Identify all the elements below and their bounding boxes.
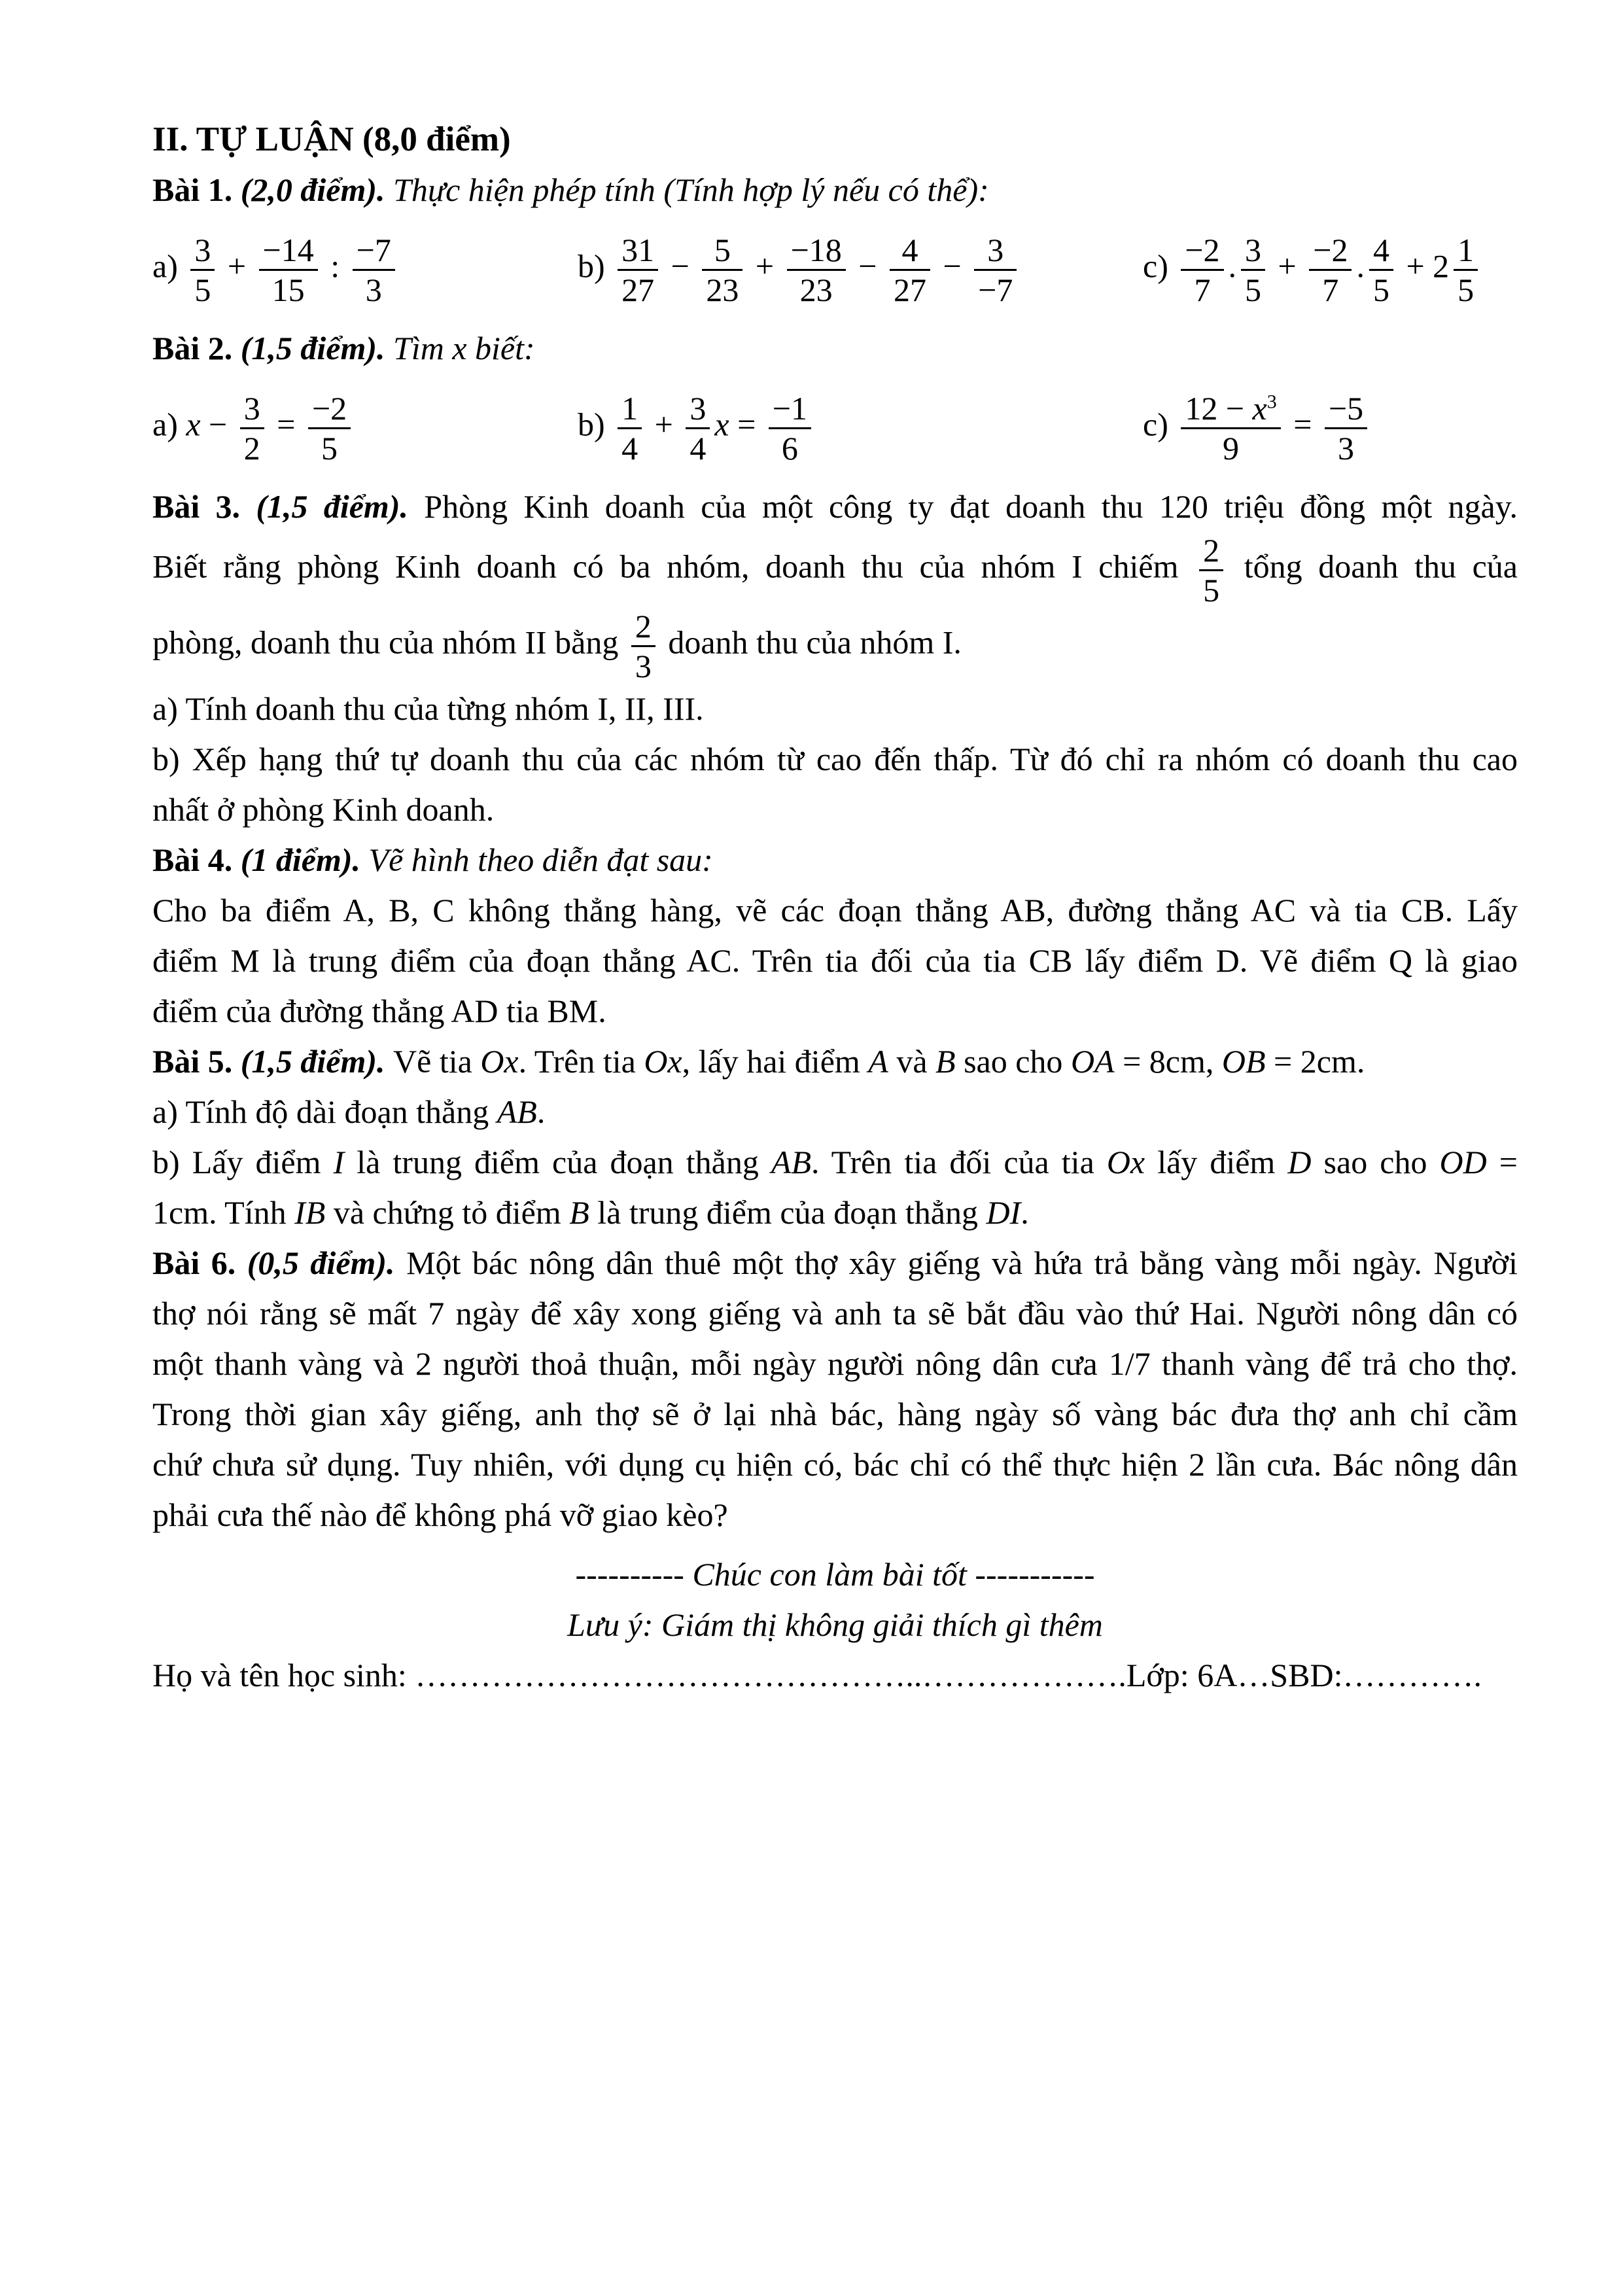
bai4-line-1 [152, 885, 1518, 936]
math-token: (2,0 điểm). [240, 171, 394, 208]
denominator: −7 [978, 271, 1013, 308]
math-token: và [888, 1043, 936, 1080]
bai1-item-c [1143, 232, 1518, 308]
numerator: 4 [890, 232, 930, 271]
bai5-paragraph [152, 1036, 1518, 1238]
math-token: x [1252, 389, 1267, 427]
math-token: c) [1143, 247, 1177, 284]
math-token: a) Tính độ dài đoạn thẳng [152, 1093, 497, 1130]
math-token: Phòng Kinh doanh của một công ty đạt doanh thu 120 triệu đồng một ngày. [424, 488, 1518, 525]
fraction [618, 390, 642, 466]
denominator: 5 [1372, 271, 1389, 308]
bai3-part-b-line-1 [152, 734, 1518, 785]
section-header: II. TỰ LUẬN (8,0 điểm) [152, 120, 511, 158]
numerator: 3 [974, 232, 1017, 271]
denominator: 7 [1322, 271, 1339, 308]
math-token: 12 − [1185, 389, 1253, 427]
math-token: Bài 2. [152, 330, 241, 366]
math-token: và chứng tỏ điểm [325, 1194, 570, 1231]
numerator: −14 [259, 232, 318, 271]
math-token: (1,5 điểm). [240, 330, 394, 366]
bai4-paragraph [152, 835, 1518, 1036]
bai3-line-1 [152, 482, 1518, 532]
denominator: 4 [621, 429, 638, 467]
math-token: Bài 5. [152, 1043, 241, 1080]
math-token: Ox [480, 1043, 519, 1080]
math-token: Một bác nông dân thuê một thợ xây giếng và hứa trả bằng vàng mỗi ngày. Người [406, 1245, 1518, 1281]
math-token: b) Xếp hạng thứ tự doanh thu của các nhóm từ cao đến thấp. Từ đó chỉ ra nhóm có doanh thu cao [152, 741, 1518, 777]
math-token: x [714, 405, 729, 442]
denominator: 5 [1245, 271, 1262, 308]
math-token: AB [497, 1093, 537, 1130]
math-token: . [536, 1093, 546, 1130]
denominator: 23 [706, 271, 739, 308]
math-token: = [1285, 405, 1320, 442]
math-token: Ox [1106, 1144, 1145, 1180]
math-token: A [868, 1043, 888, 1080]
math-token: c) [1143, 405, 1177, 442]
math-token: B [569, 1194, 589, 1231]
numerator: −2 [1181, 232, 1223, 271]
math-token: DI [986, 1194, 1021, 1231]
bai5-title [152, 1036, 1518, 1087]
fraction [631, 608, 655, 684]
numerator: −2 [308, 390, 351, 429]
bai1-item-b [578, 232, 1143, 308]
fraction [1309, 232, 1352, 308]
bai6-line-5 [152, 1439, 1518, 1490]
math-token: một thanh vàng và 2 người thoả thuận, mỗi ngày người nông dân cưa 1/7 thanh vàng để trả cho thợ. [152, 1345, 1518, 1382]
math-token: Bài 4. [152, 841, 241, 878]
math-token: = [729, 405, 764, 442]
numerator: 31 [618, 232, 658, 271]
denominator: 2 [243, 429, 260, 467]
fraction [1369, 232, 1393, 308]
numerator: 3 [190, 232, 215, 271]
denominator: 6 [781, 429, 798, 467]
denominator: 15 [271, 271, 305, 308]
fraction [618, 232, 658, 308]
numerator: 3 [240, 390, 264, 429]
bai6-line-3 [152, 1339, 1518, 1389]
bai2-title [152, 323, 1518, 374]
math-token: phòng, doanh thu của nhóm II bằng [152, 624, 627, 661]
fraction [259, 232, 318, 308]
math-token: . [1021, 1194, 1029, 1231]
math-token: . [1356, 247, 1365, 284]
bai3-part-b-line-2 [152, 785, 1518, 835]
bai1-title [152, 165, 1518, 215]
fraction [353, 232, 395, 308]
numerator: 2 [1199, 532, 1223, 571]
math-token: (0,5 điểm). [247, 1245, 407, 1281]
math-token: Tìm x biết: [393, 330, 535, 366]
math-token: b) [578, 405, 614, 442]
denominator: 9 [1223, 429, 1240, 467]
fraction [1241, 232, 1265, 308]
denominator: 5 [1203, 572, 1220, 609]
bai3-line-3 [152, 608, 1518, 684]
fraction [787, 232, 846, 308]
math-token: sao cho [955, 1043, 1071, 1080]
fraction [890, 232, 930, 308]
bai2-item-b [578, 390, 1143, 466]
math-token: = 8cm, [1114, 1043, 1222, 1080]
fraction [686, 390, 710, 466]
math-token: nhất ở phòng Kinh doanh. [152, 791, 495, 828]
math-token: là trung điểm của đoạn thẳng [344, 1144, 771, 1180]
math-token: lấy điểm [1145, 1144, 1288, 1180]
proctor-note-line: Lưu ý: Giám thị không giải thích gì thêm [567, 1606, 1103, 1643]
bai6-line-1 [152, 1238, 1518, 1288]
math-token: là trung điểm của đoạn thẳng [589, 1194, 986, 1231]
denominator: 23 [799, 271, 833, 308]
math-token: + [219, 247, 254, 284]
math-token: tổng doanh thu của [1228, 548, 1518, 585]
numerator: −1 [769, 390, 811, 429]
math-token: (1 điểm). [240, 841, 369, 878]
math-token: Vẽ hình theo diễn đạt sau: [368, 841, 713, 878]
math-token: : [322, 247, 348, 284]
numerator: 1 [1454, 232, 1478, 271]
numerator: 1 [618, 390, 642, 429]
math-token: x [186, 405, 201, 442]
bai1-item-a [152, 232, 578, 308]
math-token: . Trên tia đối của tia [811, 1144, 1107, 1180]
bai3-part-a [152, 684, 1518, 734]
numerator: 5 [702, 232, 742, 271]
bai2-row [152, 374, 1518, 482]
math-token: chứ chưa sử dụng. Tuy nhiên, với dụng cụ hiện có, bác chỉ có thể thực hiện 2 lần cưa. Bác nông dân [152, 1446, 1518, 1483]
fraction [769, 390, 811, 466]
bai6-line-2 [152, 1288, 1518, 1339]
math-token: a) [152, 247, 186, 284]
bai3-line-2 [152, 532, 1518, 608]
math-token: OD [1439, 1144, 1487, 1180]
footer-spacer [152, 1540, 1518, 1549]
fraction [190, 232, 215, 308]
math-token: + [1270, 247, 1305, 284]
numerator: 2 [631, 608, 655, 647]
math-token: + [747, 247, 782, 284]
fraction [1454, 232, 1478, 308]
bai2-item-a [152, 390, 578, 466]
math-token: a) Tính doanh thu của từng nhóm I, II, III. [152, 690, 704, 727]
math-token: − [850, 247, 885, 284]
math-token: a) [152, 405, 186, 442]
numerator: −18 [787, 232, 846, 271]
numerator: −2 [1309, 232, 1352, 271]
bai4-line-3 [152, 986, 1518, 1036]
math-token: − [663, 247, 698, 284]
math-token: OB [1221, 1043, 1266, 1080]
math-token: doanh thu của nhóm I. [659, 624, 962, 661]
math-token: b) [578, 247, 614, 284]
math-token: b) Lấy điểm [152, 1144, 334, 1180]
denominator: 5 [194, 271, 211, 308]
math-token: Cho ba điểm A, B, C không thẳng hàng, vẽ các đoạn thẳng AB, đường thẳng AC và tia CB. Lấy [152, 892, 1518, 928]
math-token: Vẽ tia [393, 1043, 481, 1080]
math-token: thợ nói rằng sẽ mất 7 ngày để xây xong giếng và anh ta sẽ bắt đầu vào thứ Hai. Người nông dân có [152, 1295, 1518, 1332]
numerator [1181, 390, 1280, 429]
bai1-row [152, 215, 1518, 323]
math-token: + [646, 405, 682, 442]
math-token: Bài 6. [152, 1245, 247, 1281]
numerator: −5 [1325, 390, 1367, 429]
math-token: điểm M là trung điểm của đoạn thẳng AC. Trên tia đối của tia CB lấy điểm D. Vẽ điểm Q là giao [152, 942, 1518, 979]
denominator: 5 [1457, 271, 1475, 308]
bai5-part-b-line-2 [152, 1188, 1518, 1238]
denominator: 3 [1338, 429, 1355, 467]
math-token: Trong thời gian xây giếng, anh thợ sẽ ở lại nhà bác, hàng ngày số vàng bác đưa thợ anh chỉ cầm [152, 1396, 1518, 1432]
math-token: sao cho [1311, 1144, 1440, 1180]
numerator: 3 [686, 390, 710, 429]
numerator: 3 [1241, 232, 1265, 271]
math-token: . Trên tia [518, 1043, 644, 1080]
math-token: phải cưa thế nào để không phá vỡ giao kèo? [152, 1496, 728, 1533]
math-token: (1,5 điểm). [256, 488, 425, 525]
math-token: IB [294, 1194, 326, 1231]
bai6-paragraph [152, 1238, 1518, 1540]
math-token: điểm của đường thẳng AD tia BM. [152, 993, 606, 1029]
math-token: Ox [644, 1043, 682, 1080]
denominator: 4 [689, 429, 707, 467]
math-token: D [1287, 1144, 1312, 1180]
math-token: Thực hiện phép tính (Tính hợp lý nếu có thể): [393, 171, 989, 208]
bai4-title [152, 835, 1518, 885]
math-token: − [200, 405, 236, 442]
fraction [1325, 390, 1367, 466]
bai6-line-6 [152, 1490, 1518, 1540]
denominator: 7 [1194, 271, 1211, 308]
math-token: = [1486, 1144, 1518, 1180]
math-token: . [1228, 247, 1237, 284]
math-token: I [333, 1144, 345, 1180]
fraction [702, 232, 742, 308]
fraction [240, 390, 264, 466]
fraction [974, 232, 1017, 308]
denominator: 3 [365, 271, 382, 308]
bai6-line-4 [152, 1389, 1518, 1439]
fraction [1181, 232, 1223, 308]
fraction [1199, 532, 1223, 608]
math-token: = 2cm. [1265, 1043, 1365, 1080]
denominator: 27 [893, 271, 926, 308]
math-token: AB [771, 1144, 811, 1180]
math-token: 1cm. Tính [152, 1194, 295, 1231]
math-token: − [934, 247, 970, 284]
superscript: 3 [1266, 390, 1277, 412]
math-token: , lấy hai điểm [682, 1043, 869, 1080]
math-token: (1,5 điểm). [240, 1043, 394, 1080]
good-luck-line: ---------- Chúc con làm bài tốt ----------- [575, 1556, 1095, 1593]
math-token: Bài 1. [152, 171, 241, 208]
bai4-line-2 [152, 936, 1518, 986]
math-token: B [935, 1043, 956, 1080]
bai2-item-c [1143, 390, 1518, 466]
math-token: OA [1070, 1043, 1115, 1080]
denominator: 27 [621, 271, 655, 308]
bai5-part-a [152, 1087, 1518, 1137]
numerator: 4 [1369, 232, 1393, 271]
math-token: Bài 3. [152, 488, 256, 525]
denominator: 5 [321, 429, 338, 467]
student-name-line: Họ và tên học sinh: ………………………………………..……………….Lớp: 6A…SBD:…………. [152, 1657, 1482, 1693]
bai3-paragraph [152, 482, 1518, 835]
math-token: = [268, 405, 304, 442]
bai5-part-b-line-1 [152, 1137, 1518, 1188]
denominator: 3 [635, 648, 652, 684]
fraction [1181, 390, 1280, 466]
numerator: −7 [353, 232, 395, 271]
fraction [308, 390, 351, 466]
math-token: + 2 [1397, 247, 1450, 284]
math-token: Biết rằng phòng Kinh doanh có ba nhóm, doanh thu của nhóm I chiếm [152, 548, 1195, 585]
